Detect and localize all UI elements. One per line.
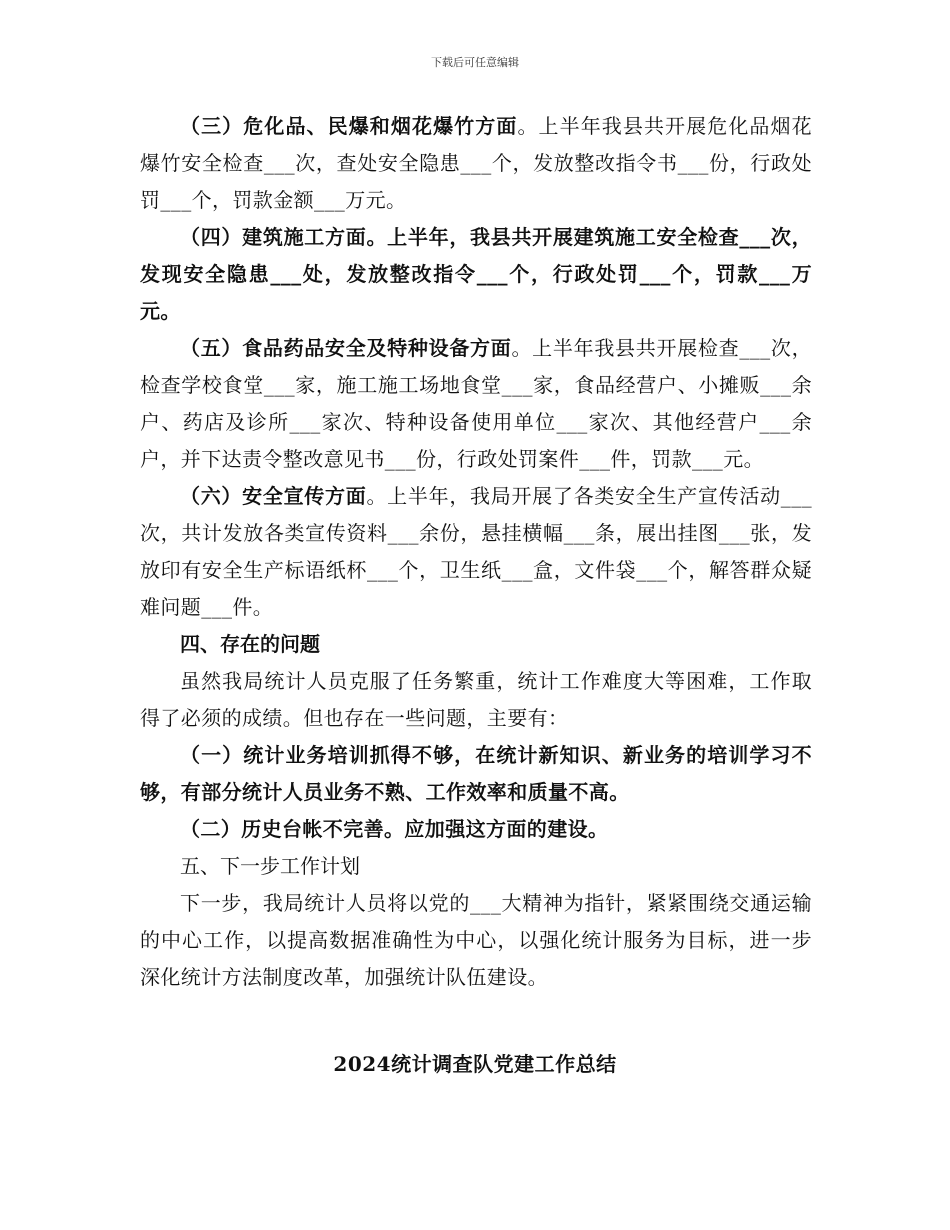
paragraph-body: 。上半年，我局开展了各类安全生产宣传活动___次，共计发放各类宣传资料___余份，悬挂横幅___条，展出挂图___张，发放印有安全生产标语纸杯___个，卫生纸___盒，文件袋___个，解答群众疑难问题___件。 xyxy=(140,484,812,619)
paragraph-problem-2: （二）历史台帐不完善。应加强这方面的建设。 xyxy=(180,817,609,841)
paragraph-problem-1: （一）统计业务培训抓得不够，在统计新知识、新业务的培训学习不够，有部分统计人员业务不熟、工作效率和质量不高。 xyxy=(140,743,812,804)
paragraph-hazardous-chemicals xyxy=(140,108,812,219)
paragraph-food-drug xyxy=(140,330,812,478)
paragraph-construction: （四）建筑施工方面。上半年，我县共开展建筑施工安全检查___次，发现安全隐患___处，发放整改指令___个，行政处罚___个，罚款___万元。 xyxy=(140,225,812,323)
paragraph-body: 。上半年我县共开展检查___次，检查学校食堂___家，施工施工场地食堂___家，食品经营户、小摊贩___余户、药店及诊所___家次、特种设备使用单位___家次、其他经营户___余户，并下达责令整改意见书___份，行政处罚案件___件，罚款___元。 xyxy=(140,336,812,471)
heading-problems: 四、存在的问题 xyxy=(180,632,320,656)
paragraph-lead: （三）危化品、民爆和烟花爆竹方面 xyxy=(180,114,518,138)
paragraph-publicity xyxy=(140,478,812,626)
heading-next-plan: 五、下一步工作计划 xyxy=(180,854,360,878)
paragraph-next-plan: 下一步，我局统计人员将以党的___大精神为指针，紧紧围绕交通运输的中心工作，以提高数据准确性为中心，以强化统计服务为目标，进一步深化统计方法制度改革，加强统计队伍建设。 xyxy=(140,891,812,989)
paragraph-lead: （五）食品药品安全及特种设备方面 xyxy=(180,336,512,360)
paragraph-lead: （六）安全宣传方面 xyxy=(180,484,367,508)
paragraph-problems-intro: 虽然我局统计人员克服了任务繁重，统计工作难度大等困难，工作取得了必须的成绩。但也存在一些问题，主要有： xyxy=(140,669,812,730)
next-document-title: 2024统计调查队党建工作总结 xyxy=(333,1052,617,1076)
header-note: 下载后可任意编辑 xyxy=(431,56,519,69)
document-body xyxy=(140,108,812,996)
paragraph-body: 。上半年我县共开展危化品烟花爆竹安全检查___次，查处安全隐患___个，发放整改指令书___份，行政处罚___个，罚款金额___万元。 xyxy=(140,114,812,212)
